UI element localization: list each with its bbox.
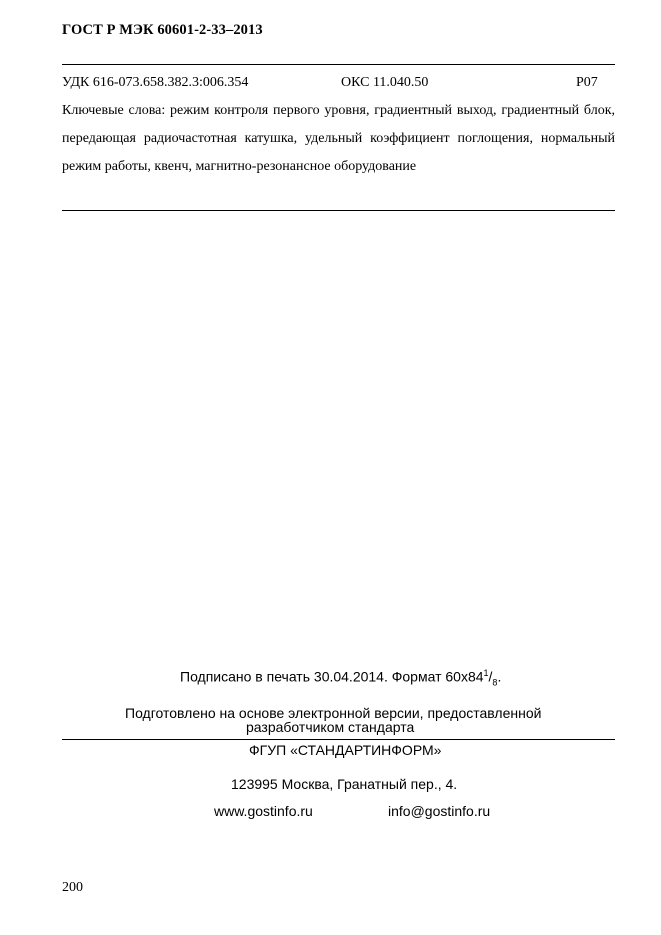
format-numerator: 1 [483,668,489,678]
format-denominator: 8 [492,677,498,688]
imprint-divider [62,739,615,740]
organization-name: ФГУП «СТАНДАРТИНФОРМ» [249,742,442,758]
signed-text: Подписано в печать 30.04.2014. Формат 60х84 [180,668,484,685]
udk-code: УДК 616-073.658.382.3:006.354 [62,75,249,90]
page-number: 200 [62,880,83,895]
prepared-line-2: разработчиком стандарта [246,719,415,735]
classification-row [62,75,615,93]
organization-address: 123995 Москва, Гранатный пер., 4. [231,776,458,792]
email-link[interactable]: info@gostinfo.ru [388,803,491,819]
document-header: ГОСТ Р МЭК 60601-2-33–2013 [62,22,263,38]
website-link[interactable]: www.gostinfo.ru [214,803,313,819]
category-code: Р07 [576,75,598,90]
oks-code: ОКС 11.040.50 [341,75,429,90]
signed-suffix: . [497,668,502,685]
print-signed-line: Подписано в печать 30.04.2014. Формат $60х84^1/_8$. [180,668,502,688]
header-divider [62,64,615,65]
prepared-line-1: Подготовлено на основе электронной версии, предоставленной [125,705,542,721]
keywords-divider [62,210,615,211]
keywords-paragraph: Ключевые слова: режим контроля первого уровня, градиентный выход, градиентный блок, передающая радиочастотная катушка, удельный коэффициент поглощения, нормальный режим работы, квенч, магнитно-резонансное оборудование [62,103,615,174]
